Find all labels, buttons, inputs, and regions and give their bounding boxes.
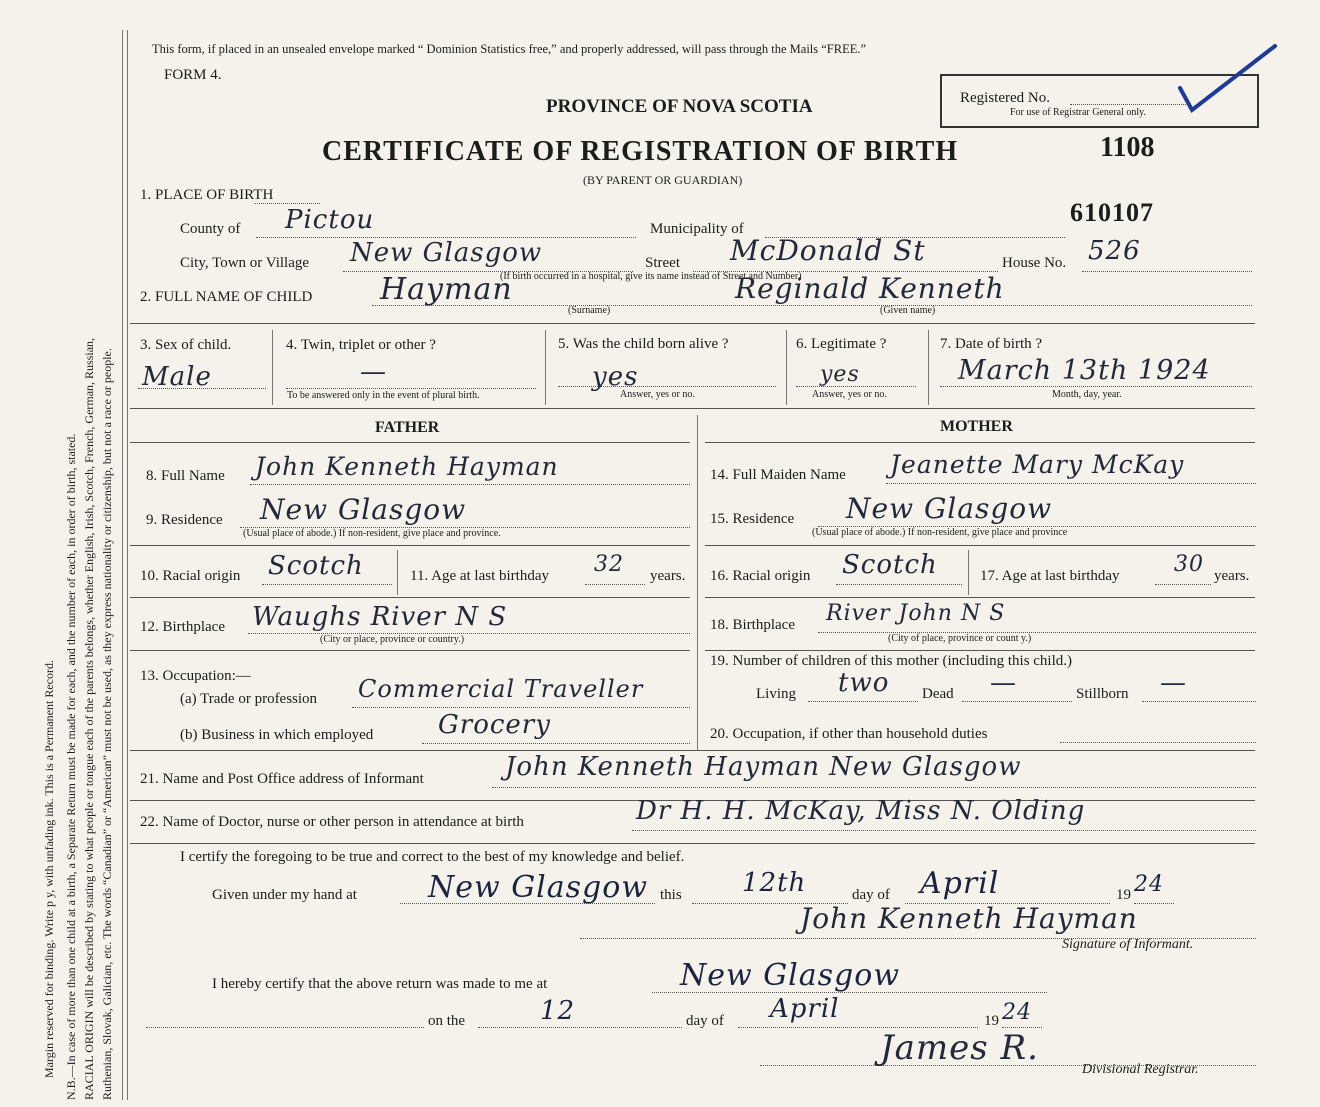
given-day-value: 12th (742, 868, 807, 898)
house-value: 526 (1088, 236, 1141, 266)
col-divider-3 (786, 330, 787, 405)
alive-label: 5. Was the child born alive ? (558, 336, 729, 352)
given-year-value: 24 (1134, 872, 1164, 897)
registrar-note: For use of Registrar General only. (1010, 107, 1146, 118)
city-label: City, Town or Village (180, 255, 310, 271)
registered-number: 1108 (1100, 132, 1155, 163)
street-value: McDonald St (730, 234, 926, 267)
certificate-title: CERTIFICATE OF REGISTRATION OF BIRTH (322, 136, 959, 167)
twin-line (286, 388, 536, 389)
divider-5 (130, 843, 1255, 844)
father-name-value: John Kenneth Hayman (255, 452, 559, 481)
legitimate-line (796, 386, 916, 387)
return-place-value: New Glasgow (680, 958, 901, 993)
place-of-birth-label: 1. PLACE OF BIRTH (140, 187, 274, 203)
father-name-label: 8. Full Name (146, 468, 225, 484)
street-label: Street (645, 255, 680, 271)
father-heading-rule (130, 442, 690, 443)
father-heading: FATHER (375, 419, 440, 436)
county-label: County of (180, 221, 241, 237)
stillborn-label: Stillborn (1076, 686, 1129, 702)
father-residence-value: New Glasgow (260, 493, 467, 526)
checkmark-icon (1150, 40, 1280, 115)
col-divider-1 (272, 330, 273, 405)
year-prefix: 19 (1116, 887, 1131, 903)
mother-occupation-label: 20. Occupation, if other than household duties (710, 726, 988, 742)
col-divider-2 (545, 330, 546, 405)
city-value: New Glasgow (350, 238, 543, 268)
registrar-signature: James R. (880, 1028, 1039, 1068)
given-caption: (Given name) (880, 305, 936, 316)
father-years-label: years. (650, 568, 686, 584)
binding-margin-note: Margin reserved for binding. Write p y, with unfading ink. This is a Permanent Record. (42, 660, 56, 1078)
business-label: (b) Business in which employed (180, 727, 374, 743)
stillborn-value: — (1160, 668, 1187, 698)
father-birthplace-line (248, 633, 690, 634)
father-race-value: Scotch (268, 551, 364, 581)
this-label: this (660, 887, 682, 903)
nb-note-line2: RACIAL ORIGIN will be described by stating to what people or tongue each of the parents belongs, whether English, Irish, Scotch, French, German, Russian, (82, 337, 96, 1100)
return-day-of-label: day of (686, 1013, 724, 1029)
province-heading: PROVINCE OF NOVA SCOTIA (546, 96, 813, 117)
return-label: I hereby certify that the above return was made to me at (212, 976, 548, 992)
surname-caption: (Surname) (568, 305, 611, 316)
father-race-label: 10. Racial origin (140, 568, 241, 584)
father-race-line (262, 584, 392, 585)
registered-label: Registered No. (960, 90, 1050, 106)
on-the-label: on the (428, 1013, 466, 1029)
father-age-label: 11. Age at last birthday (410, 568, 549, 584)
left-border-outer (122, 30, 123, 1100)
father-age-value: 32 (594, 552, 624, 577)
return-day-line (478, 1027, 682, 1028)
nb-note-line3: Ruthenian, Slovak, Galician, etc. The words “Canadian” or “American” must not be used, as they express nationality or citizenship, but not a race or people. (100, 348, 114, 1100)
mother-birthplace-value: River John N S (826, 601, 1006, 626)
return-month-value: April (770, 994, 840, 1024)
on-the-prefix-line (146, 1027, 424, 1028)
twin-note: To be answered only in the event of plural birth. (287, 390, 480, 401)
father-div-a (130, 545, 690, 546)
doctor-line (632, 830, 1256, 831)
business-value: Grocery (438, 710, 551, 740)
mother-name-line (886, 483, 1256, 484)
doctor-value: Dr H. H. McKay, Miss N. Olding (636, 796, 1086, 826)
legitimate-label: 6. Legitimate ? (796, 336, 887, 352)
father-div-c (130, 650, 690, 651)
twin-value: — (360, 357, 387, 387)
trade-line (352, 707, 690, 708)
return-day-value: 12 (540, 996, 576, 1026)
mother-div-b (705, 597, 1255, 598)
return-year-value: 24 (1002, 1000, 1032, 1025)
occupation-label: 13. Occupation:— (140, 668, 251, 684)
nb-note-line1: N.B.—In case of more than one child at a birth, a Separate Return must be made for each, and the number of each, in order of birth, stated. (64, 433, 78, 1100)
business-line (422, 743, 690, 744)
dob-note: Month, day, year. (1052, 389, 1122, 400)
trade-value: Commercial Traveller (358, 675, 644, 703)
mother-race-divider (968, 550, 969, 595)
certify-statement: I certify the foregoing to be true and correct to the best of my knowledge and belief. (180, 849, 685, 865)
mother-age-line (1155, 584, 1211, 585)
mother-heading: MOTHER (940, 418, 1013, 435)
house-line (1082, 271, 1252, 272)
father-residence-note: (Usual place of abode.) If non-resident, give place and province. (243, 528, 501, 539)
mother-race-line (836, 584, 962, 585)
certificate-subtitle: (BY PARENT OR GUARDIAN) (583, 173, 743, 187)
hospital-note: (If birth occurred in a hospital, give its name instead of Street and Number) (500, 271, 802, 282)
sex-line (138, 388, 266, 389)
given-label: Given under my hand at (212, 887, 357, 903)
registrar-caption: Divisional Registrar. (1082, 1062, 1199, 1077)
father-birthplace-value: Waughs River N S (252, 602, 508, 632)
year-line (1134, 903, 1174, 904)
informant-value: John Kenneth Hayman New Glasgow (505, 752, 1022, 782)
father-div-b (130, 597, 690, 598)
child-surname: Hayman (380, 272, 513, 307)
day-of-label: day of (852, 887, 890, 903)
mother-residence-value: New Glasgow (846, 492, 1053, 525)
dead-label: Dead (922, 686, 954, 702)
alive-value: yes (592, 362, 639, 392)
doctor-label: 22. Name of Doctor, nurse or other person in attendance at birth (140, 814, 524, 830)
dob-line (940, 386, 1252, 387)
mother-name-value: Jeanette Mary McKay (890, 450, 1185, 479)
mother-div-c (705, 650, 1255, 651)
mother-birthplace-label: 18. Birthplace (710, 617, 795, 633)
alive-note: Answer, yes or no. (620, 389, 695, 400)
mother-occupation-line (1060, 742, 1256, 743)
col-divider-4 (928, 330, 929, 405)
given-month-value: April (920, 866, 1000, 901)
house-label: House No. (1002, 255, 1067, 271)
father-residence-label: 9. Residence (146, 512, 223, 528)
father-birthplace-note: (City or place, province or country.) (320, 634, 465, 645)
divider-3 (130, 750, 1255, 751)
child-name-label: 2. FULL NAME OF CHILD (140, 289, 313, 305)
father-age-line (585, 584, 645, 585)
divider-1 (130, 323, 1255, 324)
children-count-label: 19. Number of children of this mother (including this child.) (710, 653, 1073, 669)
mother-name-label: 14. Full Maiden Name (710, 467, 846, 483)
divider-2 (130, 408, 1255, 409)
mother-heading-rule (705, 442, 1255, 443)
dob-label: 7. Date of birth ? (940, 336, 1043, 352)
county-value: Pictou (285, 205, 375, 235)
mother-div-a (705, 545, 1255, 546)
twin-label: 4. Twin, triplet or other ? (286, 337, 436, 353)
trade-label: (a) Trade or profession (180, 691, 318, 707)
form-number: FORM 4. (164, 67, 222, 83)
living-line (808, 701, 918, 702)
given-place-value: New Glasgow (428, 870, 649, 905)
living-label: Living (756, 686, 796, 702)
municipality-label: Municipality of (650, 221, 744, 237)
signature-caption: Signature of Informant. (1062, 937, 1194, 952)
dead-value: — (990, 668, 1017, 698)
dead-line (962, 701, 1072, 702)
sex-value: Male (142, 362, 212, 392)
stillborn-line (1142, 701, 1256, 702)
mother-birthplace-line (818, 632, 1256, 633)
child-given-name: Reginald Kenneth (735, 272, 1005, 305)
mother-age-label: 17. Age at last birthday (980, 568, 1120, 584)
living-value: two (838, 668, 890, 698)
informant-signature: John Kenneth Hayman (800, 902, 1138, 935)
informant-label: 21. Name and Post Office address of Informant (140, 771, 424, 787)
dob-value: March 13th 1924 (958, 355, 1211, 386)
legitimate-value: yes (820, 362, 860, 387)
mother-race-value: Scotch (842, 550, 938, 580)
place-label-line (255, 203, 320, 204)
mother-residence-note: (Usual place of abode.) If non-resident, give place and province (812, 527, 1068, 538)
mother-residence-label: 15. Residence (710, 511, 795, 527)
mother-age-value: 30 (1174, 552, 1204, 577)
father-name-line (250, 484, 690, 485)
mother-race-label: 16. Racial origin (710, 568, 811, 584)
mother-years-label: years. (1214, 568, 1250, 584)
father-race-divider (397, 550, 398, 595)
alive-line (558, 386, 776, 387)
mail-notice: This form, if placed in an unsealed envelope marked “ Dominion Statistics free,” and properly addressed, will pass through the Mails “FREE.” (152, 42, 867, 56)
informant-line (492, 787, 1256, 788)
sex-label: 3. Sex of child. (140, 337, 232, 353)
father-birthplace-label: 12. Birthplace (140, 619, 225, 635)
legitimate-note: Answer, yes or no. (812, 389, 887, 400)
mother-birthplace-note: (City of place, province or count y.) (888, 633, 1032, 644)
parents-divider (697, 415, 698, 750)
stamped-number: 610107 (1070, 198, 1154, 227)
left-border-inner (127, 30, 128, 1100)
return-year-prefix: 19 (984, 1013, 999, 1029)
